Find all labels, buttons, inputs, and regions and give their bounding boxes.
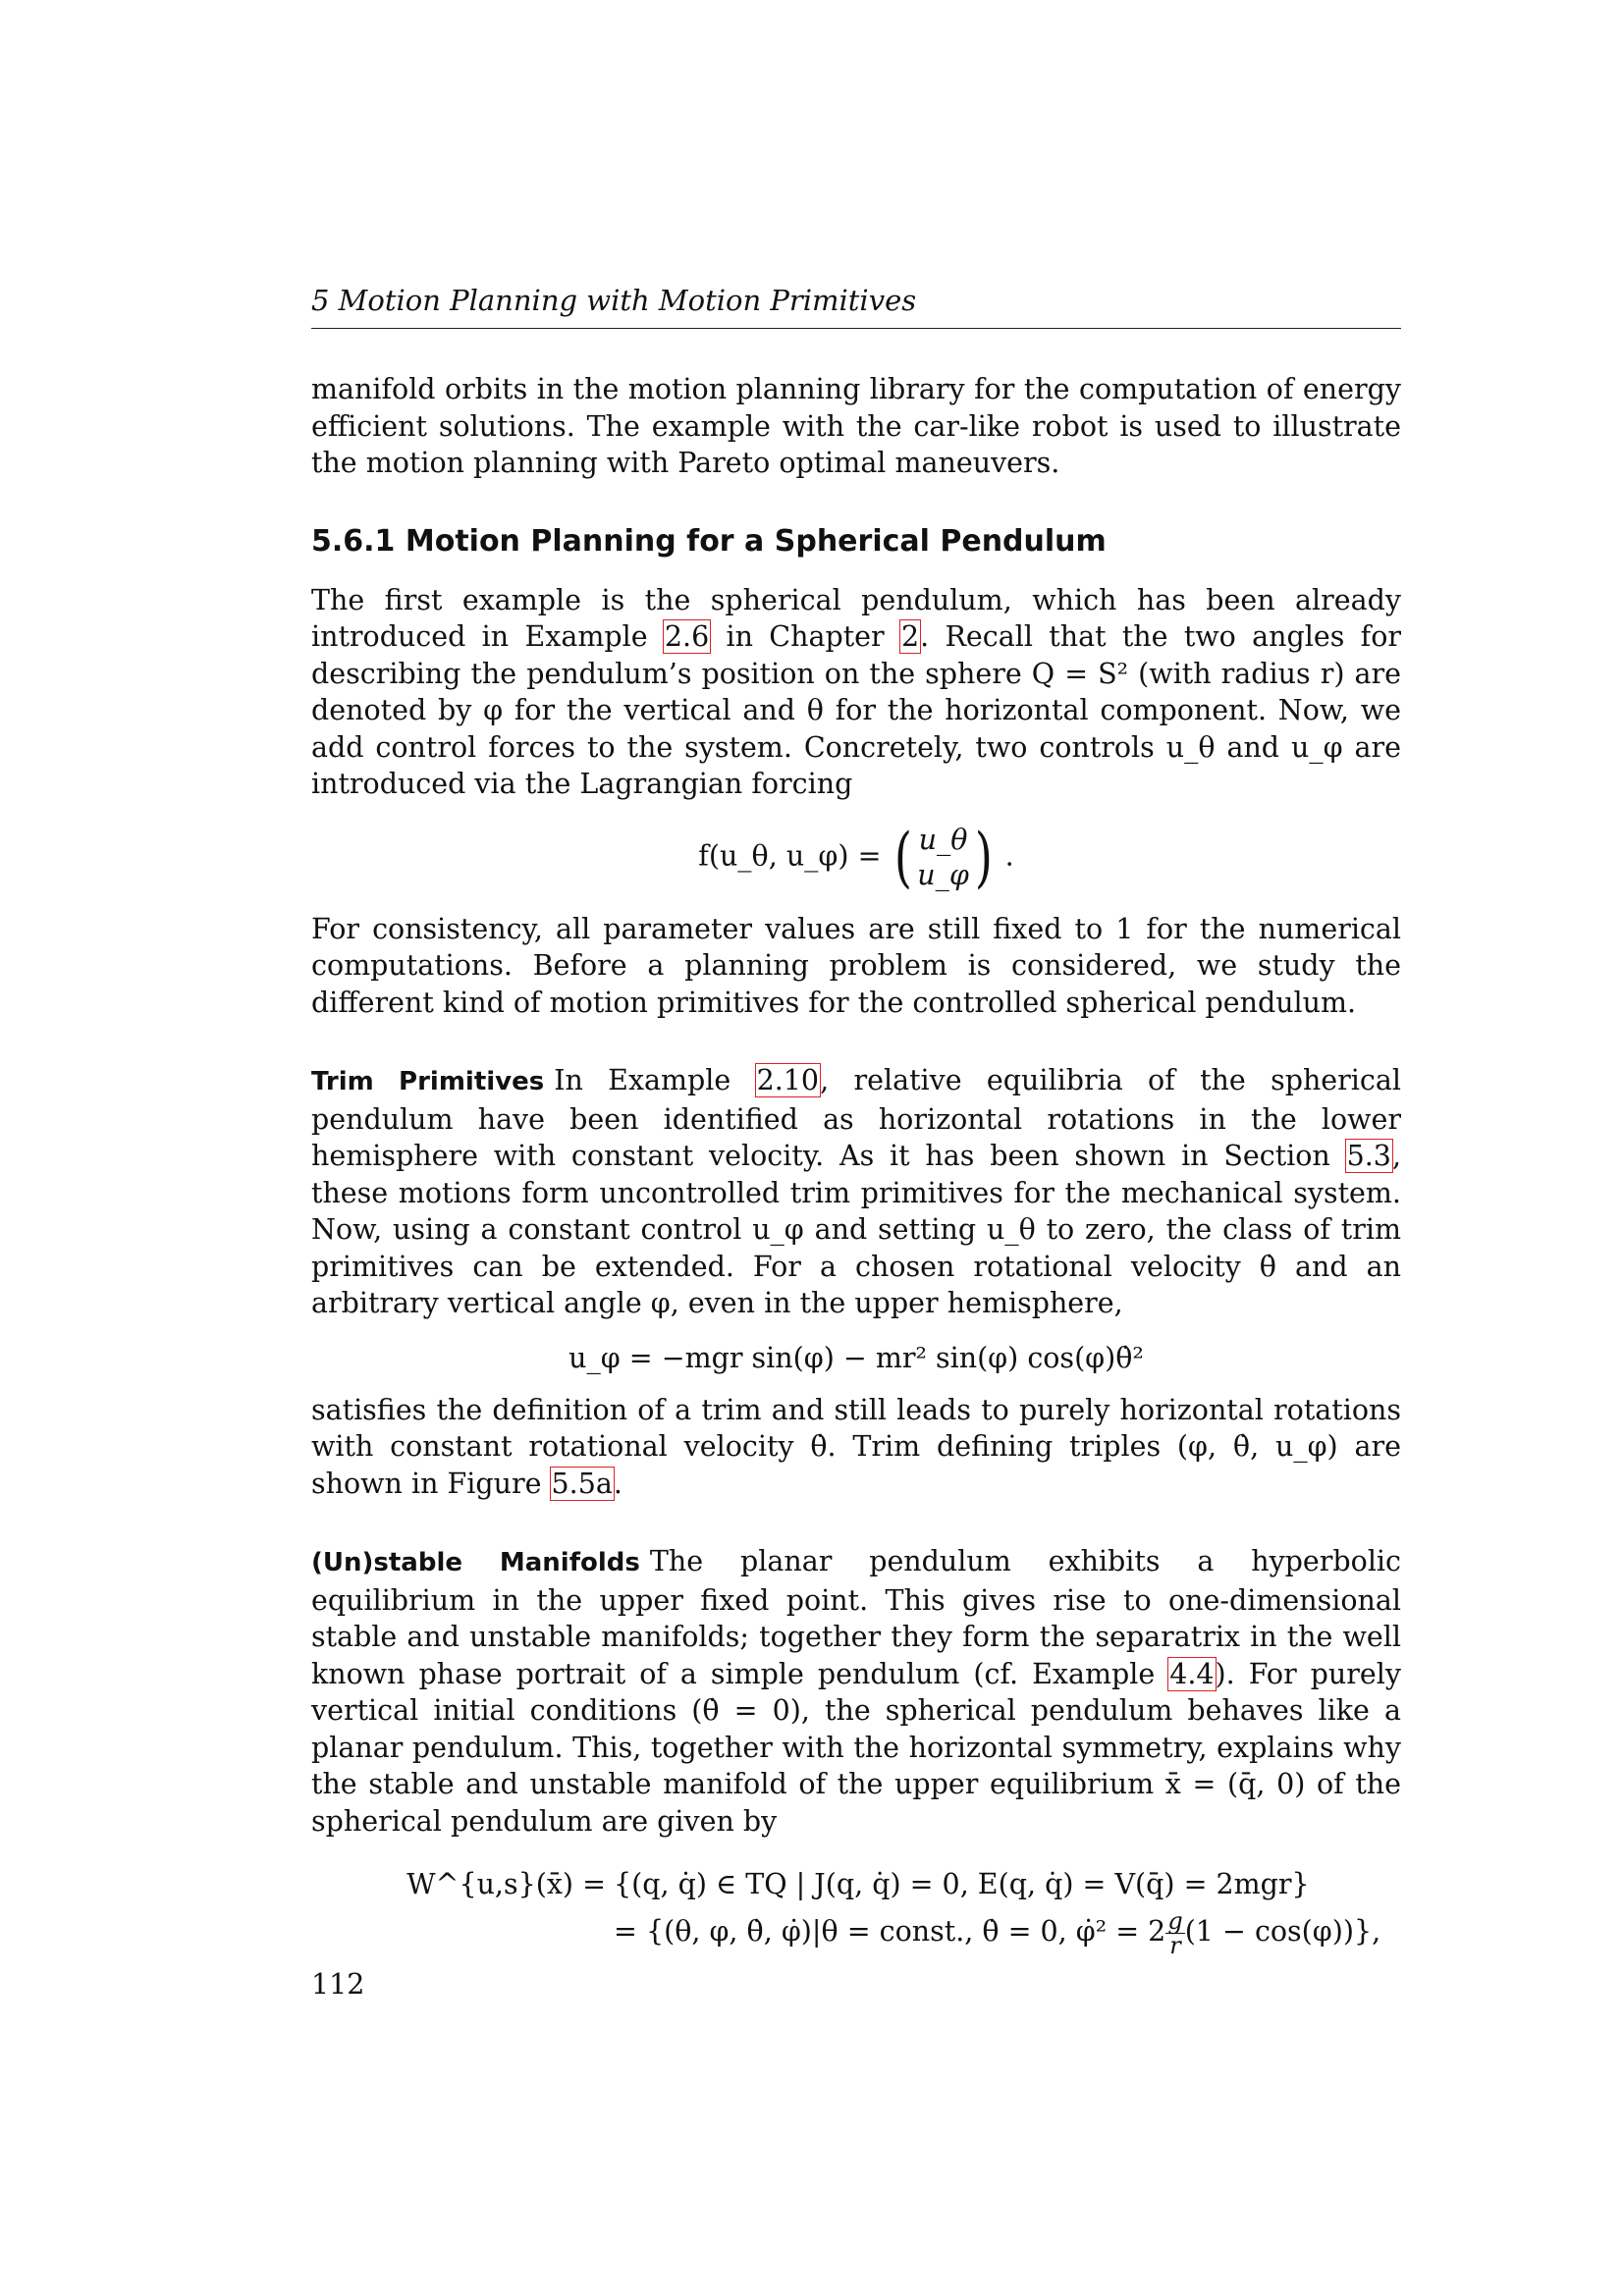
equation-trim-control: u_φ = −mgr sin(φ) − mr² sin(φ) cos(φ)θ̇² [568,1341,1144,1374]
ref-example-2-6[interactable]: 2.6 [664,620,710,653]
running-head: 5 Motion Planning with Motion Primitives [311,284,917,317]
paragraph-consistency: For consistency, all parameter values are still fixed to 1 for the numerical computations. Before a planning problem is considered, we study the different kind of motion primitives for the controlled spherical pendulum. [311,912,1401,1019]
paragraph-trim-primitives: Trim Primitives In Example 2.10, relative equilibria of the spherical pendulum have been identified as horizontal rotations in the lower hemisphere with constant velocity. As it has been shown in Section 5.3, these motions form uncontrolled trim primitives for the mechanical system. Now, using a constant control u_φ and setting u_θ to zero, the class of trim primitives can be extended. For a chosen rotational velocity θ̇ and an arbitrary vertical angle φ, even in the upper hemisphere, [311,1064,1401,1319]
intro-paragraph: manifold orbits in the motion planning library for the computation of energy efficient solutions. The example with the car-like robot is used to illustrate the motion planning with Pareto optimal maneuvers. [311,373,1401,479]
paragraph-trim-triples: satisfies the definition of a trim and still leads to purely horizontal rotations with constant rotational velocity θ̇. Trim defining triples (φ, θ̇, u_φ) are shown in Figure 5.5a. [311,1393,1401,1500]
manifold-lhs: W^{u,s}(x̄) = [406,1868,606,1900]
ref-figure-5-5a[interactable]: 5.5a [551,1467,613,1500]
paragraph-unstable-manifolds: (Un)stable Manifolds The planar pendulum exhibits a hyperbolic equilibrium in the upper fixed point. This gives rise to one-dimensional stable and unstable manifolds; together they form the separatrix in the well known phase portrait of a simple pendulum (cf. Example 4.4). For purely vertical initial conditions (θ̇ = 0), the spherical pendulum behaves like a planar pendulum. This, together with the horizontal symmetry, explains why the stable and unstable manifold of the upper equilibrium x̄ = (q̄, 0) of the spherical pendulum are given by [311,1545,1402,1838]
header-rule [311,328,1401,329]
forcing-vector: ( u_θ u_φ ) [893,819,993,895]
paragraph-spherical-pendulum: The first example is the spherical pendulum, which has been already introduced in Example 2.6 in Chapter 2. Recall that the two angles for describing the pendulum’s position on the sphere Q = S² (with radius r) are denoted by φ for the vertical and θ for the horizontal component. Now, we add control forces to the system. Concretely, two controls u_θ and u_φ are introduced via the Lagrangian forcing [311,583,1401,800]
manifold-row-2: = {(θ, φ, θ̇, φ̇)|θ = const., θ̇ = 0, φ̇² = 2 $\frac{g}{r}$ (1 − cos(φ))}, [614,1907,1381,1959]
manifold-row-1: {(q, q̇) ∈ TQ | J(q, q̇) = 0, E(q, q̇) = V(q̄) = 2mgr} [614,1868,1310,1900]
ref-chapter-2[interactable]: 2 [900,620,920,653]
ref-section-5-3[interactable]: 5.3 [1346,1140,1391,1172]
trim-heading: Trim Primitives [311,1067,545,1096]
equation-forcing: f(u_θ, u_φ) = ( u_θ u_φ ) . [698,819,1014,895]
manifolds-heading: (Un)stable Manifolds [311,1548,640,1577]
section-title: 5.6.1 Motion Planning for a Spherical Pendulum [311,523,1107,559]
page-number: 112 [311,1968,365,2001]
vector-top: u_θ [918,823,968,856]
ref-example-4-4[interactable]: 4.4 [1169,1657,1215,1690]
page [311,0,1401,2296]
ref-example-2-10[interactable]: 2.10 [756,1064,820,1096]
equation-manifold [311,1861,1401,1957]
fraction-g-over-r: $\frac{g}{r}$ [1167,1907,1183,1959]
body-text [311,371,1401,1957]
vector-bottom: u_φ [917,858,969,891]
